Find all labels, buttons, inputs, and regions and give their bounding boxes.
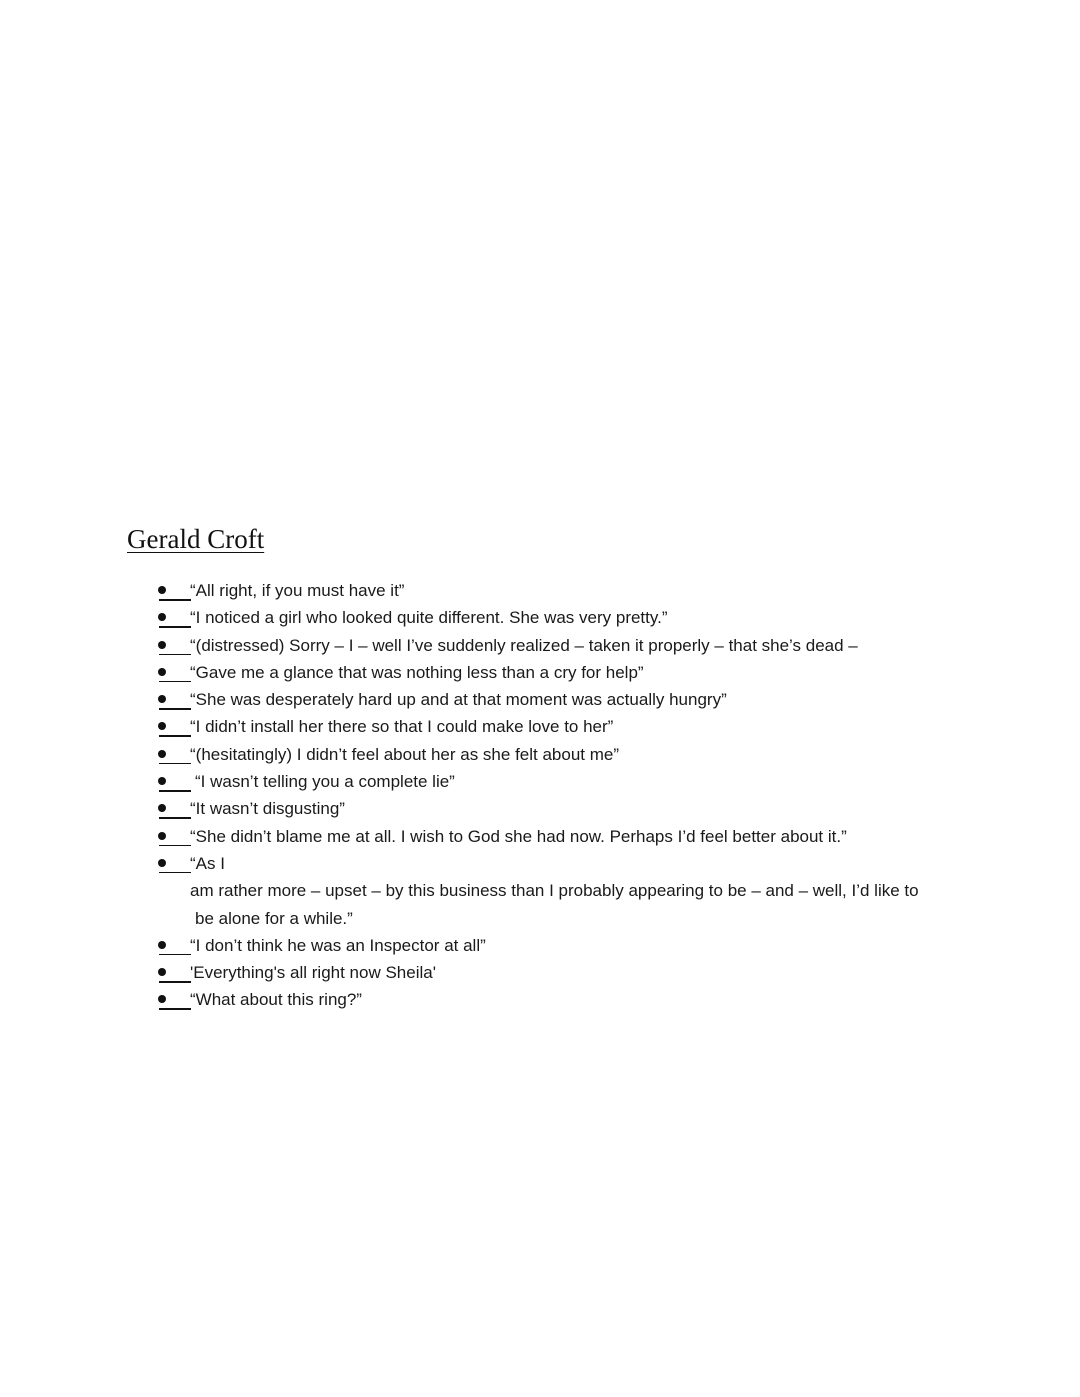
underline-rule: [159, 872, 191, 874]
underline-rule: [159, 981, 191, 983]
list-item: [0, 823, 1080, 850]
list-item: [0, 659, 1080, 686]
quote-text: “(distressed) Sorry – I – well I’ve suddenly realized – taken it properly – that she’s dead –: [190, 635, 858, 655]
quote-text: 'Everything's all right now Sheila': [190, 963, 436, 983]
underline-rule: [159, 790, 191, 792]
quote-text: “I didn’t install her there so that I could make love to her”: [190, 717, 614, 737]
underline-rule: [159, 708, 191, 710]
list-item: [0, 850, 1080, 877]
list-item: [0, 686, 1080, 713]
quote-text: “(hesitatingly) I didn’t feel about her as she felt about me”: [190, 744, 620, 764]
underline-rule: [159, 845, 191, 847]
list-item: [0, 632, 1080, 659]
underline-rule: [159, 817, 191, 819]
list-item: [0, 959, 1080, 986]
quote-text: “She didn’t blame me at all. I wish to God she had now. Perhaps I’d feel better about it.”: [190, 826, 847, 846]
underline-rule: [159, 626, 191, 628]
list-item-continuation: [0, 905, 1080, 932]
underline-rule: [159, 681, 191, 683]
quote-text: “I wasn’t telling you a complete lie”: [195, 772, 455, 792]
quote-text: “I don’t think he was an Inspector at all”: [190, 935, 486, 955]
quote-text: be alone for a while.”: [195, 908, 353, 928]
quote-text: “Gave me a glance that was nothing less than a cry for help”: [190, 662, 644, 682]
quote-text: “I noticed a girl who looked quite different. She was very pretty.”: [190, 608, 668, 628]
quote-text: “All right, if you must have it”: [190, 581, 405, 600]
list-item: [0, 986, 1080, 1013]
quote-text: am rather more – upset – by this business than I probably appearing to be – and – well, I’d like to: [190, 881, 919, 901]
underline-rule: [159, 1008, 191, 1010]
quote-text: “It wasn’t disgusting”: [190, 799, 345, 819]
list-item: [0, 795, 1080, 822]
quote-text: “As I: [190, 853, 225, 873]
underline-rule: [159, 654, 191, 656]
page-title: Gerald Croft: [127, 524, 265, 554]
underline-rule: [159, 763, 191, 765]
list-item: [0, 932, 1080, 959]
list-item: [0, 713, 1080, 740]
quote-text: “She was desperately hard up and at that moment was actually hungry”: [190, 690, 727, 710]
quote-list: [0, 577, 1080, 1014]
quote-text: “What about this ring?”: [190, 990, 362, 1010]
underline-rule: [159, 599, 191, 601]
list-item: [0, 768, 1080, 795]
list-item-continuation: [0, 877, 1080, 904]
underline-rule: [159, 954, 191, 956]
list-item: [0, 604, 1080, 631]
list-item: [0, 577, 1080, 604]
list-item: [0, 741, 1080, 768]
underline-rule: [159, 735, 191, 737]
